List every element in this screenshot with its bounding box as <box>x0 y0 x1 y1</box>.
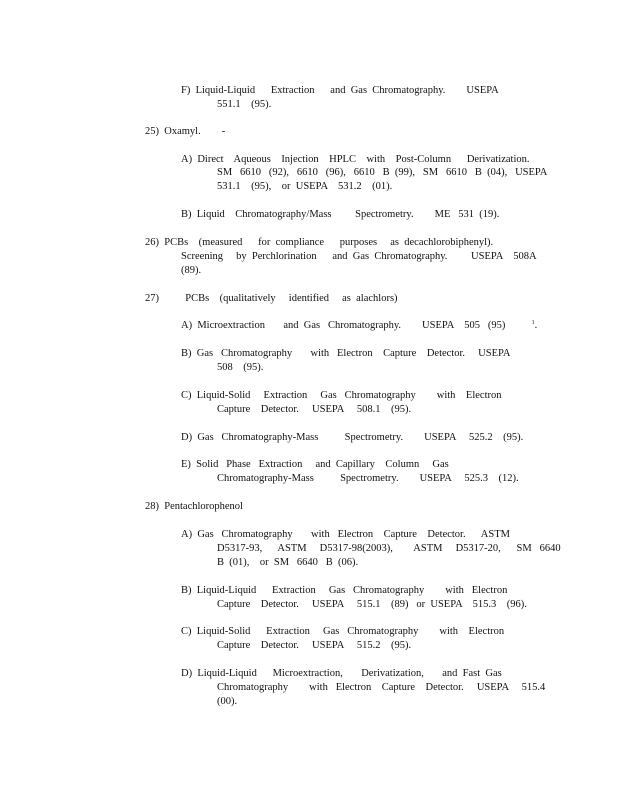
item27-C-line2: Capture Detector. USEPA 508.1 (95). <box>217 404 412 415</box>
item27-A-footnote: 1 <box>531 320 535 326</box>
item27-A-text: A) Microextraction and Gas Chromatography. USEPA 505 (95) <box>181 320 506 331</box>
item26-line1: 26) PCBs (measured for compliance purposes as decachlorobiphenyl). <box>145 237 494 248</box>
item25-B-line1: B) Liquid Chromatography/Mass Spectrometry. ME 531 (19). <box>181 209 500 220</box>
item24-F-line2: 551.1 (95). <box>217 99 272 110</box>
item26-line2: Screening by Perchlorination and Gas Chromatography. USEPA 508A <box>181 251 537 262</box>
item28-D-line1: D) Liquid-Liquid Microextraction, Derivatization, and Fast Gas <box>181 668 502 679</box>
item28-D-line2: Chromatography with Electron Capture Detector. USEPA 515.4 <box>217 682 546 693</box>
item24-F-line1: F) Liquid-Liquid Extraction and Gas Chromatography. USEPA <box>181 85 499 96</box>
item27-E-line2: Chromatography-Mass Spectrometry. USEPA 525.3 (12). <box>217 473 519 484</box>
item28-A-line3: B (01), or SM 6640 B (06). <box>217 557 359 568</box>
item27-heading: 27) PCBs (qualitatively identified as alachlors) <box>145 293 398 304</box>
item27-B-line1: B) Gas Chromatography with Electron Capture Detector. USEPA <box>181 348 511 359</box>
item26-line3: (89). <box>181 265 202 276</box>
item28-A-line2: D5317-93, ASTM D5317-98(2003), ASTM D5317-20, SM 6640 <box>217 543 561 554</box>
item28-B-line1: B) Liquid-Liquid Extraction Gas Chromatography with Electron <box>181 585 508 596</box>
item25-A-line1: A) Direct Aqueous Injection HPLC with Post-Column Derivatization. <box>181 154 530 165</box>
item27-B-line2: 508 (95). <box>217 362 264 373</box>
item28-A-line1: A) Gas Chromatography with Electron Capture Detector. ASTM <box>181 529 510 540</box>
item27-A-period: . <box>534 320 538 331</box>
item27-C-line1: C) Liquid-Solid Extraction Gas Chromatography with Electron <box>181 390 502 401</box>
item28-D-line3: (00). <box>217 696 238 707</box>
item28-heading: 28) Pentachlorophenol <box>145 501 243 512</box>
item28-C-line1: C) Liquid-Solid Extraction Gas Chromatography with Electron <box>181 626 505 637</box>
item25-A-line3: 531.1 (95), or USEPA 531.2 (01). <box>217 181 393 192</box>
item27-D-line1: D) Gas Chromatography-Mass Spectrometry. USEPA 525.2 (95). <box>181 432 524 443</box>
item25-A-line2: SM 6610 (92), 6610 (96), 6610 B (99), SM 6610 B (04), USEPA <box>217 167 548 178</box>
item28-C-line2: Capture Detector. USEPA 515.2 (95). <box>217 640 412 651</box>
item25-heading: 25) Oxamyl. - <box>145 126 226 137</box>
item27-E-line1: E) Solid Phase Extraction and Capillary Column Gas <box>181 459 449 470</box>
item28-B-line2: Capture Detector. USEPA 515.1 (89) or USEPA 515.3 (96). <box>217 599 527 610</box>
item27-A-line1 <box>181 319 537 332</box>
